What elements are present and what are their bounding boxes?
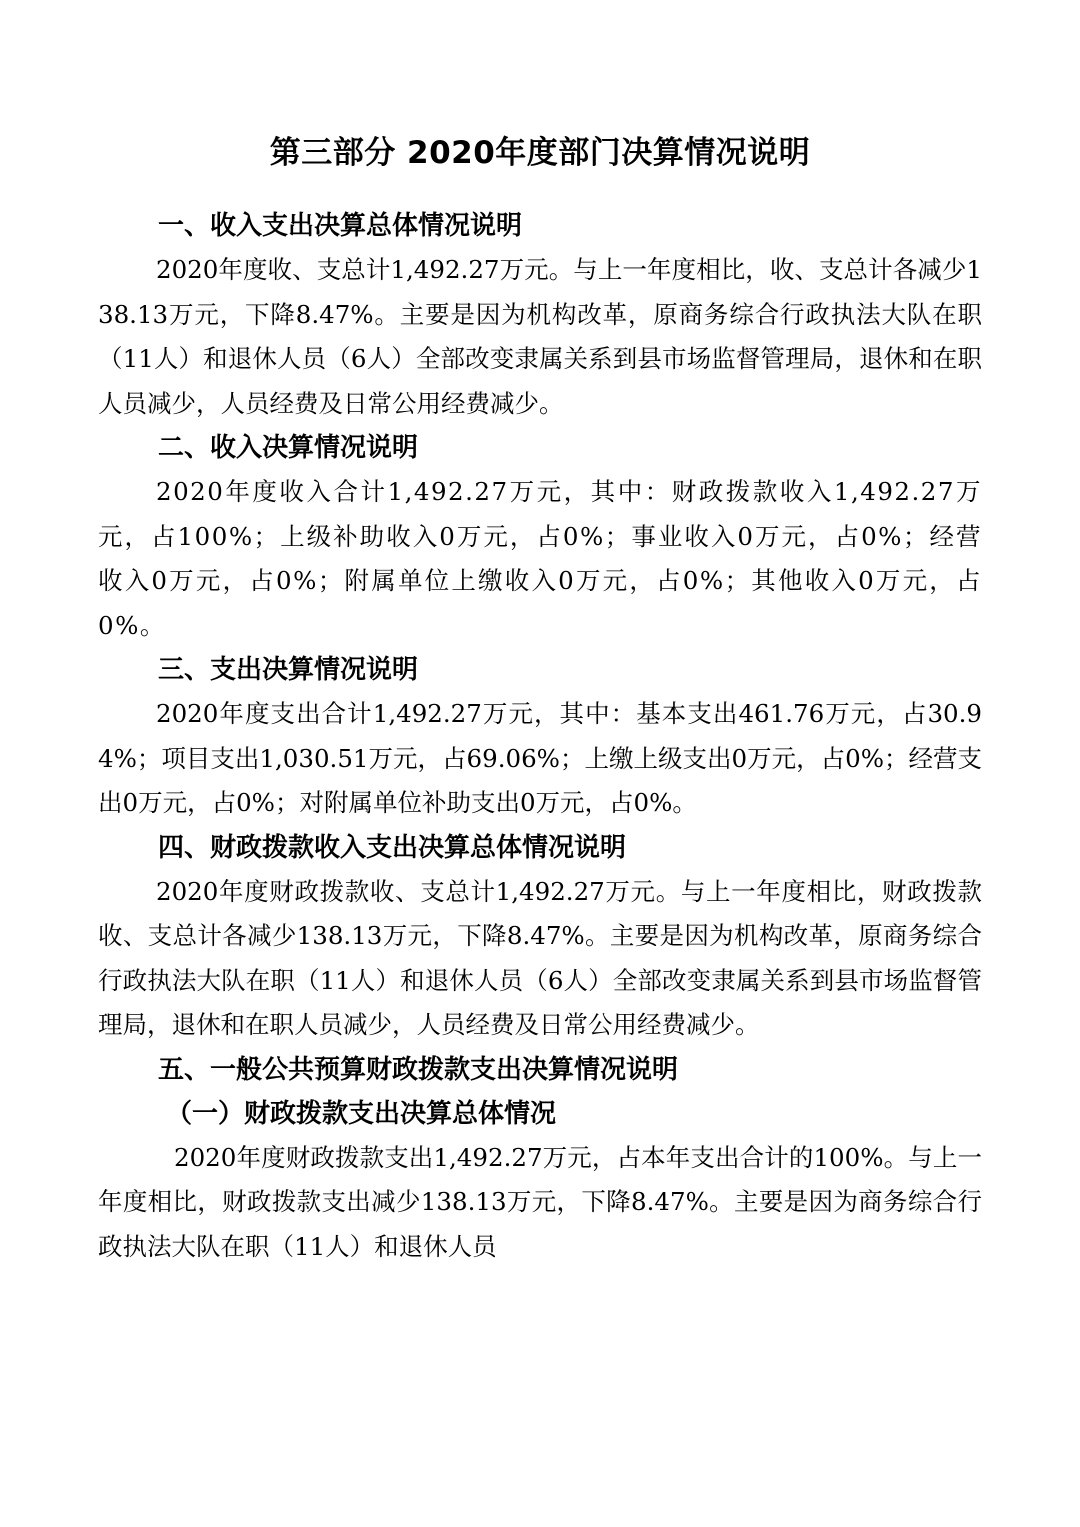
document-title: 第三部分 2020年度部门决算情况说明 (269, 135, 811, 171)
document-page (98, 130, 982, 1269)
section-paragraph-1: 2020年度收、支总计1,492.27万元。与上一年度相比，收、支总计各减少138.13万元，下降8.47%。主要是因为机构改革，原商务综合行政执法大队在职（11人）和退休人员（6人）全部改变隶属关系到县市场监督管理局，退休和在职人员减少，人员经费及日常公用经费减少。 (98, 255, 982, 418)
section-paragraph-4: 2020年度财政拨款收、支总计1,492.27万元。与上一年度相比，财政拨款收、支总计各减少138.13万元，下降8.47%。主要是因为机构改革，原商务综合行政执法大队在职（11人）和退休人员（6人）全部改变隶属关系到县市场监督管理局，退休和在职人员减少，人员经费及日常公用经费减少。 (98, 876, 982, 1039)
section-heading-1: 一、收入支出决算总体情况说明 (158, 211, 523, 241)
section-paragraph-2: 2020年度收入合计1,492.27万元，其中：财政拨款收入1,492.27万元，占100%；上级补助收入0万元，占0%；事业收入0万元，占0%；经营收入0万元，占0%；附属单位上缴收入0万元，占0%；其他收入0万元，占0%。 (98, 477, 982, 640)
section-heading-2: 二、收入决算情况说明 (158, 433, 419, 463)
section-heading-3: 三、支出决算情况说明 (158, 655, 419, 685)
section-paragraph-5: 2020年度财政拨款支出1,492.27万元，占本年支出合计的100%。与上一年度相比，财政拨款支出减少138.13万元，下降8.47%。主要是因为商务综合行政执法大队在职（11人）和退休人员 (98, 1142, 982, 1261)
section-heading-4: 四、财政拨款收入支出决算总体情况说明 (158, 832, 627, 863)
section-paragraph-3: 2020年度支出合计1,492.27万元，其中：基本支出461.76万元，占30.94%；项目支出1,030.51万元，占69.06%；上缴上级支出0万元，占0%；经营支出0万元，占0%；对附属单位补助支出0万元，占0%。 (98, 699, 982, 817)
section-subheading-5-1: （一）财政拨款支出决算总体情况 (166, 1098, 557, 1129)
section-heading-5: 五、一般公共预算财政拨款支出决算情况说明 (158, 1054, 679, 1085)
